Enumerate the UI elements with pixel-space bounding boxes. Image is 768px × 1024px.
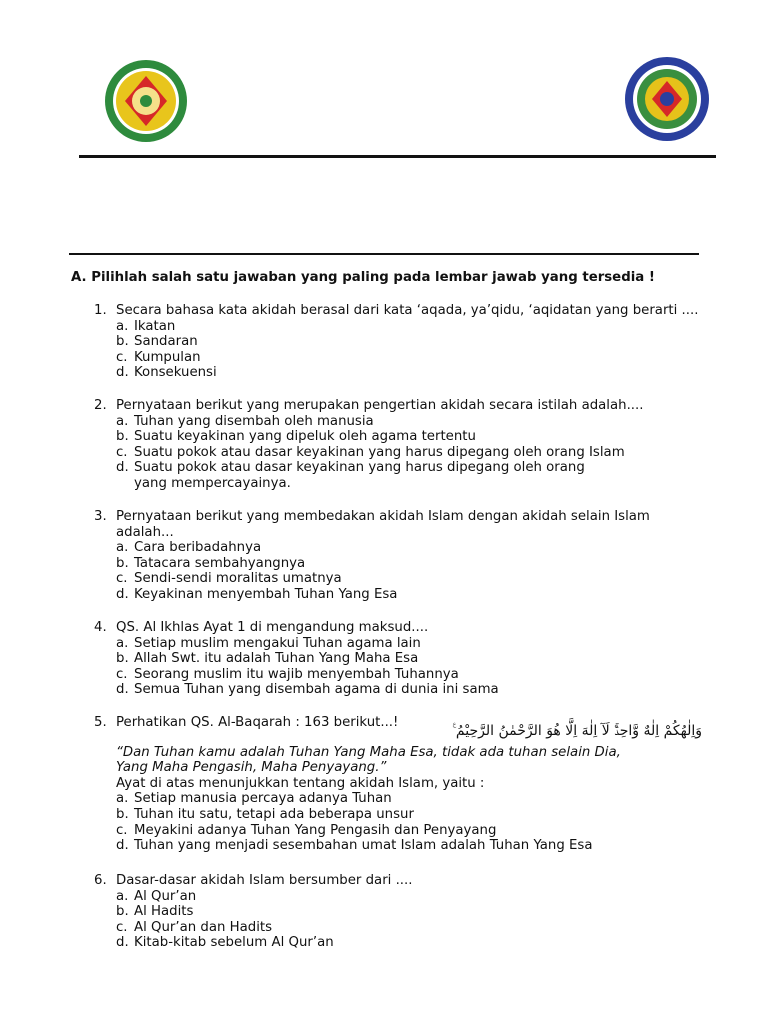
arabic-verse: وَاِلٰهُكُمْ اِلٰهٌ وَّاحِدٌۚ لَآ اِلٰهَ اِلَّا هُوَ الرَّحْمٰنُ الرَّحِيْمُ ࣖ: [452, 723, 702, 739]
option-a: a. Ikatan: [116, 318, 176, 334]
option-a: a. Tuhan yang disembah oleh manusia: [116, 413, 374, 429]
option-a: a. Setiap muslim mengakui Tuhan agama lain: [116, 635, 421, 651]
option-b: b. Al Hadits: [116, 904, 194, 920]
header-divider-thin: [69, 253, 699, 255]
question-stem: Pernyataan berikut yang merupakan pengertian akidah secara istilah adalah....: [116, 398, 644, 413]
translation-quote: “Dan Tuhan kamu adalah Tuhan Yang Maha Esa, tidak ada tuhan selain Dia, Yang Maha Pengasih, Maha Penyayang.”: [116, 744, 621, 776]
question-4: [94, 620, 714, 698]
option-b: b. Tuhan itu satu, tetapi ada beberapa unsur: [116, 806, 414, 822]
option-a: a. Setiap manusia percaya adanya Tuhan: [116, 791, 392, 807]
question-number: 1.: [94, 303, 107, 318]
option-d: d. Kitab-kitab sebelum Al Qur’an: [116, 935, 334, 951]
option-c: c. Kumpulan: [116, 349, 201, 365]
option-c: c. Meyakini adanya Tuhan Yang Pengasih dan Penyayang: [116, 822, 497, 838]
option-d: d. Suatu pokok atau dasar keyakinan yang harus dipegang oleh orang yang mempercayainya.: [116, 460, 585, 491]
option-c: c. Al Qur’an dan Hadits: [116, 919, 273, 935]
question-number: 6.: [94, 873, 107, 888]
section-title: A. Pilihlah salah satu jawaban yang paling pada lembar jawab yang tersedia !: [71, 270, 655, 285]
question-lead: Ayat di atas menunjukkan tentang akidah Islam, yaitu :: [116, 775, 485, 791]
option-d: d. Tuhan yang menjadi sesembahan umat Islam adalah Tuhan Yang Esa: [116, 838, 593, 854]
question-number: 2.: [94, 398, 107, 413]
question-2: [94, 398, 714, 492]
option-c: c. Sendi-sendi moralitas umatnya: [116, 571, 342, 587]
option-d: d. Konsekuensi: [116, 365, 217, 381]
question-3: [94, 509, 714, 603]
school-logo-left: [103, 58, 189, 144]
option-d: d. Semua Tuhan yang disembah agama di dunia ini sama: [116, 682, 499, 698]
option-c: c. Seorang muslim itu wajib menyembah Tuhannya: [116, 666, 459, 682]
option-b: b. Tatacara sembahyangnya: [116, 555, 306, 571]
option-d: d. Keyakinan menyembah Tuhan Yang Esa: [116, 586, 398, 602]
option-a: a. Al Qur’an: [116, 888, 197, 904]
option-b: b. Allah Swt. itu adalah Tuhan Yang Maha Esa: [116, 651, 419, 667]
question-stem: Pernyataan berikut yang membedakan akidah Islam dengan akidah selain Islam adalah...: [116, 509, 650, 540]
question-stem: Dasar-dasar akidah Islam bersumber dari ....: [116, 873, 413, 888]
school-logo-right: [624, 56, 710, 142]
question-number: 3.: [94, 509, 107, 524]
question-number: 4.: [94, 620, 107, 635]
option-a: a. Cara beribadahnya: [116, 540, 262, 556]
question-number: 5.: [94, 715, 107, 730]
question-stem: Perhatikan QS. Al-Baqarah : 163 berikut...!: [116, 715, 399, 730]
question-1: [94, 303, 714, 381]
option-b: b. Sandaran: [116, 334, 198, 350]
option-c: c. Suatu pokok atau dasar keyakinan yang harus dipegang oleh orang Islam: [116, 444, 625, 460]
question-stem: QS. Al Ikhlas Ayat 1 di mengandung maksud....: [116, 620, 429, 635]
question-6: [94, 873, 714, 951]
header-divider-thick: [79, 155, 716, 158]
option-b: b. Suatu keyakinan yang dipeluk oleh agama tertentu: [116, 429, 476, 445]
question-stem: Secara bahasa kata akidah berasal dari kata ‘aqada, ya’qidu, ‘aqidatan yang berarti ....: [116, 303, 699, 318]
